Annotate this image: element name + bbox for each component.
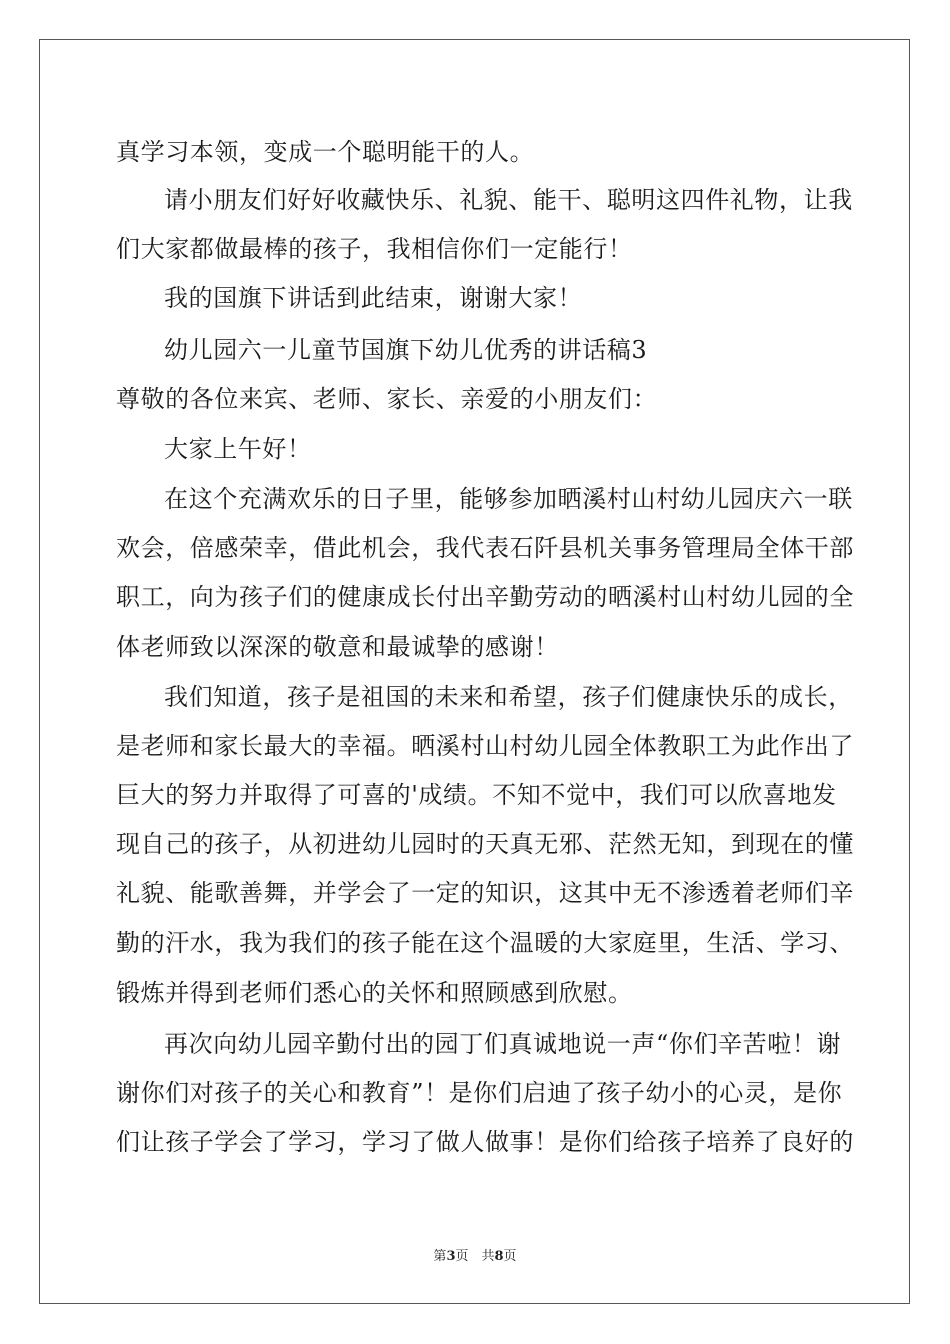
section-heading: 幼儿园六一儿童节国旗下幼儿优秀的讲话稿3 [164, 336, 648, 364]
page-current: 3 [446, 1249, 456, 1264]
text-line: 锻炼并得到老师们悉心的关怀和照顾感到欣慰。 [116, 979, 633, 1007]
text-line: 我的国旗下讲话到此结束，谢谢大家！ [164, 284, 583, 312]
text-line: 体老师致以深深的敬意和最诚挚的感谢！ [116, 633, 559, 661]
page-mid: 页 共 [455, 1249, 495, 1264]
text-line: 勤的汗水，我为我们的孩子能在这个温暖的大家庭里，生活、学习、 [116, 929, 854, 957]
greeting: 大家上午好！ [164, 435, 312, 463]
text-line: 现自己的孩子，从初进幼儿园时的天真无邪、茫然无知，到现在的懂 [116, 830, 854, 858]
text-line: 我们知道，孩子是祖国的未来和希望，孩子们健康快乐的成长， [164, 683, 853, 711]
text-line: 职工，向为孩子们的健康成长付出辛勤劳动的晒溪村山村幼儿园的全 [116, 583, 854, 611]
text-line: 礼貌、能歌善舞，并学会了一定的知识，这其中无不渗透着老师们辛 [116, 879, 854, 907]
salutation: 尊敬的各位来宾、老师、家长、亲爱的小朋友们： [116, 385, 658, 413]
text-line: 在这个充满欢乐的日子里，能够参加晒溪村山村幼儿园庆六一联 [164, 485, 853, 513]
text-line: 欢会，倍感荣幸，借此机会，我代表石阡县机关事务管理局全体干部 [116, 534, 854, 562]
page-footer [0, 1249, 950, 1265]
text-line: 真学习本领，变成一个聪明能干的人。 [116, 138, 535, 166]
text-line: 们让孩子学会了学习，学习了做人做事！是你们给孩子培养了良好的 [116, 1128, 854, 1156]
text-line: 是老师和家长最大的幸福。晒溪村山村幼儿园全体教职工为此作出了 [116, 732, 854, 760]
page-prefix: 第 [433, 1249, 447, 1264]
text-line: 们大家都做最棒的孩子，我相信你们一定能行！ [116, 235, 633, 263]
page-suffix: 页 [503, 1249, 517, 1264]
text-line: 谢你们对孩子的关心和教育”！是你们启迪了孩子幼小的心灵，是你 [116, 1079, 843, 1107]
text-line: 请小朋友们好好收藏快乐、礼貌、能干、聪明这四件礼物，让我 [164, 186, 853, 214]
text-line: 巨大的努力并取得了可喜的'成绩。不知不觉中，我们可以欣喜地发 [116, 781, 837, 809]
page-border [39, 39, 910, 1304]
page-total: 8 [494, 1249, 504, 1264]
text-line: 再次向幼儿园辛勤付出的园丁们真诚地说一声“你们辛苦啦！谢 [164, 1030, 842, 1058]
